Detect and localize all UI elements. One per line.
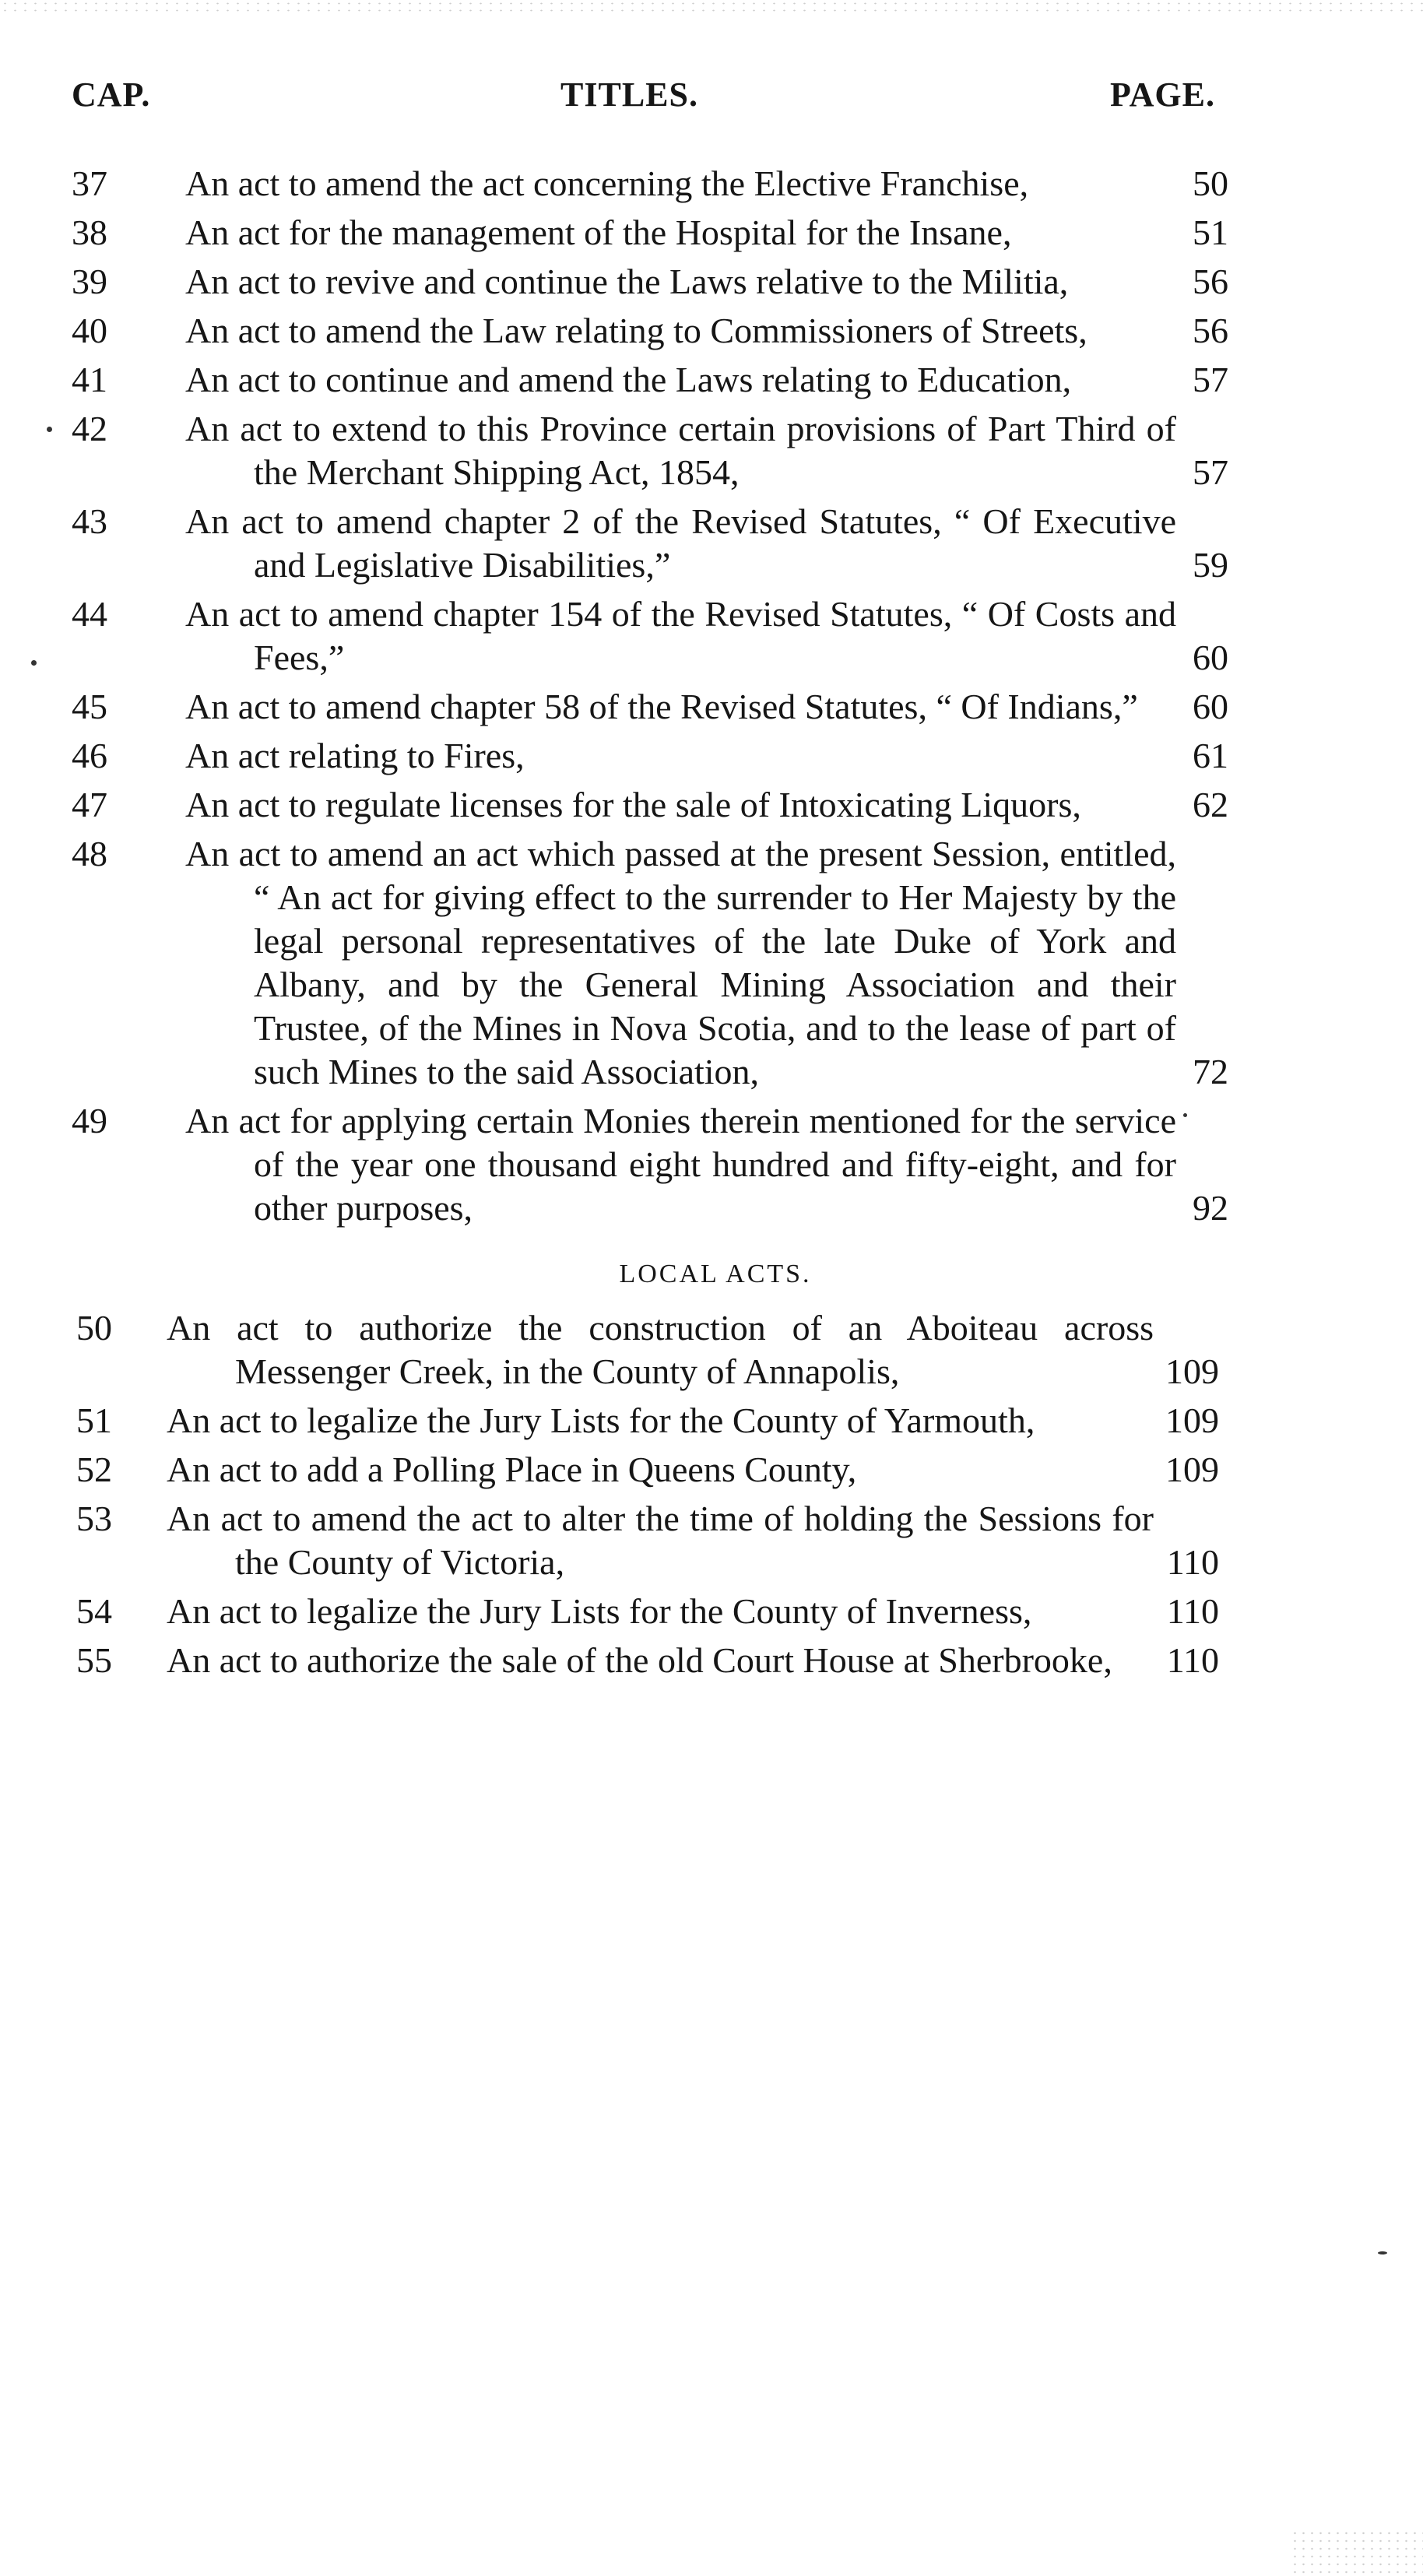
- toc-entry: [0, 211, 1423, 255]
- page-number: 109: [1165, 1450, 1219, 1489]
- toc-entry: [0, 832, 1423, 1094]
- toc-entry: [0, 1590, 1423, 1633]
- act-title: An act to amend chapter 58 of the Revised Statutes, “ Of Indians,”: [185, 687, 1138, 726]
- chapter-number: 44: [72, 594, 107, 634]
- local-acts-heading: [0, 1260, 1423, 1289]
- chapter-number: 48: [72, 834, 107, 873]
- toc-entry: [0, 309, 1423, 353]
- toc-entry: [0, 783, 1423, 827]
- page-number: 50: [1193, 163, 1228, 203]
- page-number: 57: [1193, 360, 1228, 399]
- toc-entry: [0, 1099, 1423, 1230]
- page-number: 92: [1193, 1188, 1228, 1228]
- page-number: 62: [1193, 785, 1228, 824]
- act-title: An act for the management of the Hospital for the Insane,: [185, 213, 1012, 252]
- titles-column-header: TITLES.: [560, 76, 698, 114]
- cap-column-header: CAP.: [72, 76, 151, 114]
- local-acts-heading-text: LOCAL ACTS.: [619, 1260, 812, 1288]
- page-number: 72: [1193, 1052, 1228, 1091]
- page-column-header: PAGE.: [1110, 76, 1215, 114]
- page-number: 57: [1193, 452, 1228, 492]
- scan-noise-corner: [1291, 2529, 1423, 2576]
- act-title: An act to add a Polling Place in Queens County,: [167, 1450, 857, 1489]
- toc-entry: [0, 358, 1423, 402]
- chapter-number: 45: [72, 687, 107, 726]
- toc-entry: [0, 407, 1423, 494]
- chapter-number: 42: [72, 409, 107, 448]
- page-number: 51: [1193, 213, 1228, 252]
- chapter-number: 39: [72, 262, 107, 301]
- page-number: 110: [1166, 1591, 1219, 1631]
- toc-entry: [0, 1306, 1423, 1393]
- act-title: An act to regulate licenses for the sale of Intoxicating Liquors,: [185, 785, 1081, 824]
- act-title: An act to continue and amend the Laws relating to Education,: [185, 360, 1072, 399]
- page-number: 60: [1193, 638, 1228, 677]
- act-title: An act to legalize the Jury Lists for the County of Inverness,: [167, 1591, 1032, 1631]
- act-title: An act to amend chapter 154 of the Revised Statutes, “ Of Costs and Fees,”: [185, 594, 1176, 677]
- toc-entry: [0, 162, 1423, 206]
- chapter-number: 46: [72, 736, 107, 775]
- chapter-number: 55: [76, 1640, 112, 1680]
- chapter-number: 54: [76, 1591, 112, 1631]
- chapter-number: 41: [72, 360, 107, 399]
- toc-entry: [0, 260, 1423, 304]
- chapter-number: 50: [76, 1308, 112, 1348]
- act-title: An act to amend chapter 2 of the Revised Statutes, “ Of Executive and Legislative Disabilities,”: [185, 501, 1176, 585]
- chapter-number: 53: [76, 1499, 112, 1538]
- scan-noise-top: [0, 0, 1423, 14]
- act-title: An act for applying certain Monies therein mentioned for the service of the year one thousand eight hundred and fifty-eight, and for other purposes,: [185, 1101, 1176, 1228]
- toc-entry: [0, 1399, 1423, 1443]
- chapter-number: 52: [76, 1450, 112, 1489]
- toc-entry: [0, 1497, 1423, 1584]
- page-number: 61: [1193, 736, 1228, 775]
- page-number: 56: [1193, 311, 1228, 350]
- page-number: 110: [1166, 1640, 1219, 1680]
- page-number: 109: [1165, 1351, 1219, 1391]
- page-number: 56: [1193, 262, 1228, 301]
- chapter-number: 49: [72, 1101, 107, 1140]
- table-of-contents: [0, 162, 1423, 1688]
- act-title: An act to amend the Law relating to Commissioners of Streets,: [185, 311, 1087, 350]
- toc-entry: [0, 592, 1423, 680]
- toc-entry: [0, 1448, 1423, 1492]
- toc-entry: [0, 685, 1423, 729]
- chapter-number: 51: [76, 1400, 112, 1440]
- act-title: An act to authorize the construction of an Aboiteau across Messenger Creek, in the County of Annapolis,: [167, 1308, 1154, 1391]
- act-title: An act to legalize the Jury Lists for the County of Yarmouth,: [167, 1400, 1035, 1440]
- page-number: 60: [1193, 687, 1228, 726]
- chapter-number: 37: [72, 163, 107, 203]
- act-title: An act to authorize the sale of the old Court House at Sherbrooke,: [167, 1640, 1112, 1680]
- page-number: 59: [1193, 545, 1228, 585]
- page-number: 109: [1165, 1400, 1219, 1440]
- page-number: 110: [1166, 1542, 1219, 1582]
- ink-speck: [1378, 2251, 1387, 2254]
- toc-entry: [0, 734, 1423, 778]
- act-title: An act to amend the act to alter the time of holding the Sessions for the County of Victoria,: [167, 1499, 1154, 1582]
- act-title: An act to amend the act concerning the Elective Franchise,: [185, 163, 1029, 203]
- act-title: An act to extend to this Province certain provisions of Part Third of the Merchant Shipping Act, 1854,: [185, 409, 1176, 492]
- column-headers: [0, 75, 1423, 129]
- chapter-number: 38: [72, 213, 107, 252]
- chapter-number: 43: [72, 501, 107, 541]
- chapter-number: 40: [72, 311, 107, 350]
- toc-entry: [0, 1639, 1423, 1682]
- act-title: An act relating to Fires,: [185, 736, 525, 775]
- act-title: An act to amend an act which passed at the present Session, entitled, “ An act for giving effect to the surrender to Her Majesty by the legal personal representatives of the late Duke of York and Albany, and by the General Mining Association and their Trustee, of the Mines in Nova Scotia, and to the lease of part of such Mines to the said Association,: [185, 834, 1176, 1091]
- chapter-number: 47: [72, 785, 107, 824]
- toc-entry: [0, 500, 1423, 587]
- act-title: An act to revive and continue the Laws relative to the Militia,: [185, 262, 1069, 301]
